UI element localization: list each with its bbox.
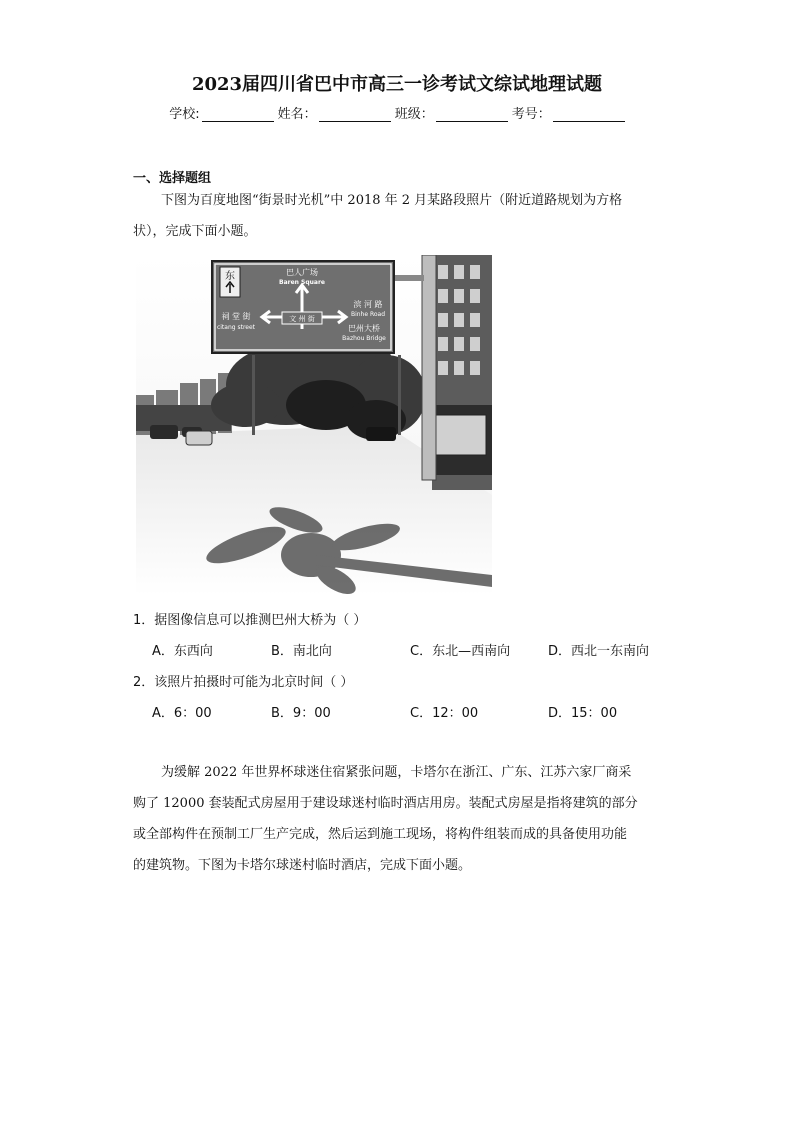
- intro1-line2: 状），完成下面小题。: [133, 224, 257, 239]
- intro1-line1: 下图为百度地图“街景时光机”中 2018 年 2 月某路段照片（附近道路规划为方格: [161, 193, 623, 208]
- sign-north-cn: 巴人广场: [286, 268, 318, 277]
- school-label: 学校:: [169, 107, 200, 122]
- q1-option-c[interactable]: C．东北—西南向: [410, 644, 511, 659]
- sign-east-cn: 滨 河 路: [353, 300, 383, 309]
- question-1-stem: 1．据图像信息可以推测巴州大桥为（ ）: [133, 613, 367, 628]
- intro2-line2: 购了 12000 套装配式房屋用于建设球迷村临时酒店用房。装配式房屋是指将建筑的部分: [133, 796, 638, 811]
- q1-option-d[interactable]: D．西北一东南向: [548, 644, 650, 659]
- section-title: 一、选择题组: [133, 171, 212, 186]
- exam-number-blank[interactable]: [553, 107, 625, 122]
- sign-west-cn: 祠 堂 街: [221, 312, 251, 321]
- sign-north-en: Baren Square: [279, 279, 325, 286]
- street-view-photo: [136, 255, 492, 595]
- intro2-line3: 或全部构件在预制工厂生产完成，然后运到施工现场，将构件组装而成的具备使用功能: [133, 827, 628, 842]
- exam-number-label: 考号：: [511, 107, 551, 122]
- exam-number-field: [512, 103, 625, 122]
- page-title: 2023届四川省巴中市高三一诊考试文综试地理试题: [191, 74, 603, 95]
- student-info-row: [0, 103, 794, 122]
- school-field: [169, 103, 273, 122]
- q1-option-b[interactable]: B．南北向: [271, 644, 332, 659]
- intro2-line4: 的建筑物。下图为卡塔尔球迷村临时酒店，完成下面小题。: [133, 858, 472, 873]
- sign-east-label: 东: [225, 271, 235, 282]
- sign-west-en: citang street: [216, 324, 256, 331]
- class-blank[interactable]: [436, 107, 508, 122]
- q2-option-a[interactable]: A．6：00: [152, 706, 212, 721]
- q2-option-d[interactable]: D．15：00: [548, 706, 618, 721]
- intro-paragraph-1: [133, 185, 661, 247]
- sign-se-en: Bazhou Bridge: [342, 335, 386, 342]
- intro-paragraph-2: [133, 757, 661, 881]
- q2-option-c[interactable]: C．12：00: [410, 706, 479, 721]
- q1-option-a[interactable]: A．东西向: [152, 644, 213, 659]
- name-field: [278, 103, 391, 122]
- school-blank[interactable]: [202, 107, 274, 122]
- sign-east-en: Binhe Road: [350, 311, 386, 318]
- class-label: 班级：: [394, 107, 434, 122]
- name-blank[interactable]: [319, 107, 391, 122]
- question-2-stem: 2．该照片拍摄时可能为北京时间（ ）: [133, 675, 354, 690]
- sign-se-cn: 巴州大桥: [348, 324, 380, 333]
- class-field: [395, 103, 508, 122]
- name-label: 姓名：: [277, 107, 317, 122]
- q2-option-b[interactable]: B．9：00: [271, 706, 331, 721]
- sign-center-label: 文 州 街: [289, 315, 315, 323]
- intro2-line1: 为缓解 2022 年世界杯球迷住宿紧张问题，卡塔尔在浙江、广东、江苏六家厂商采: [161, 765, 632, 780]
